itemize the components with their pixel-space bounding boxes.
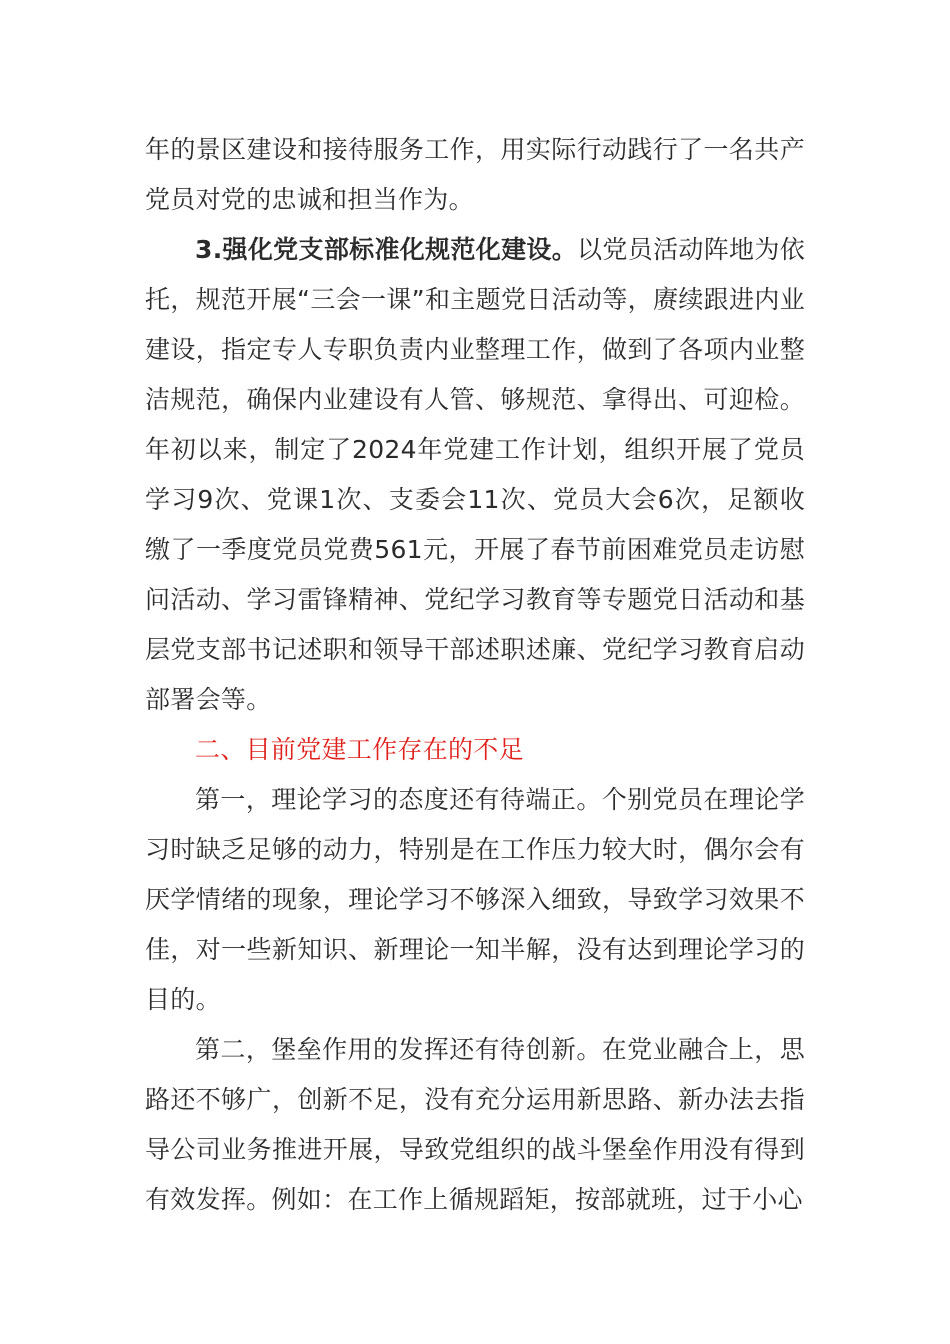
paragraph-shortcoming-2 (145, 1025, 805, 1225)
paragraph-shortcoming-1 (145, 775, 805, 1025)
paragraph-lead-heading: 3.强化党支部标准化规范化建设。 (195, 235, 578, 264)
paragraph-text: 第二，堡垒作用的发挥还有待创新。在党业融合上，思路还不够广，创新不足，没有充分运用新思路、新办法去指导公司业务推进开展，导致党组织的战斗堡垒作用没有得到有效发挥。例如：在工作上循规蹈矩，按部就班，过于小心 (145, 1035, 805, 1214)
paragraph-text: 第一，理论学习的态度还有待端正。个别党员在理论学习时缺乏足够的动力，特别是在工作压力较大时，偶尔会有厌学情绪的现象，理论学习不够深入细致，导致学习效果不佳，对一些新知识、新理论一知半解，没有达到理论学习的目的。 (145, 785, 805, 1014)
paragraph-standardization (145, 225, 805, 725)
document-body (145, 125, 805, 1225)
section-heading (145, 725, 805, 775)
paragraph-text: 以党员活动阵地为依托，规范开展“三会一课”和主题党日活动等，赓续跟进内业建设，指定专人专职负责内业整理工作，做到了各项内业整洁规范，确保内业建设有人管、够规范、拿得出、可迎检。年初以来，制定了2024年党建工作计划，组织开展了党员学习9次、党课1次、支委会11次、党员大会6次，足额收缴了一季度党员党费561元，开展了春节前困难党员走访慰问活动、学习雷锋精神、党纪学习教育等专题党日活动和基层党支部书记述职和领导干部述职述廉、党纪学习教育启动部署会等。 (145, 235, 806, 714)
paragraph-continuation (145, 125, 805, 225)
section-heading-text: 二、目前党建工作存在的不足 (195, 735, 524, 764)
paragraph-text: 年的景区建设和接待服务工作，用实际行动践行了一名共产党员对党的忠诚和担当作为。 (145, 135, 805, 214)
